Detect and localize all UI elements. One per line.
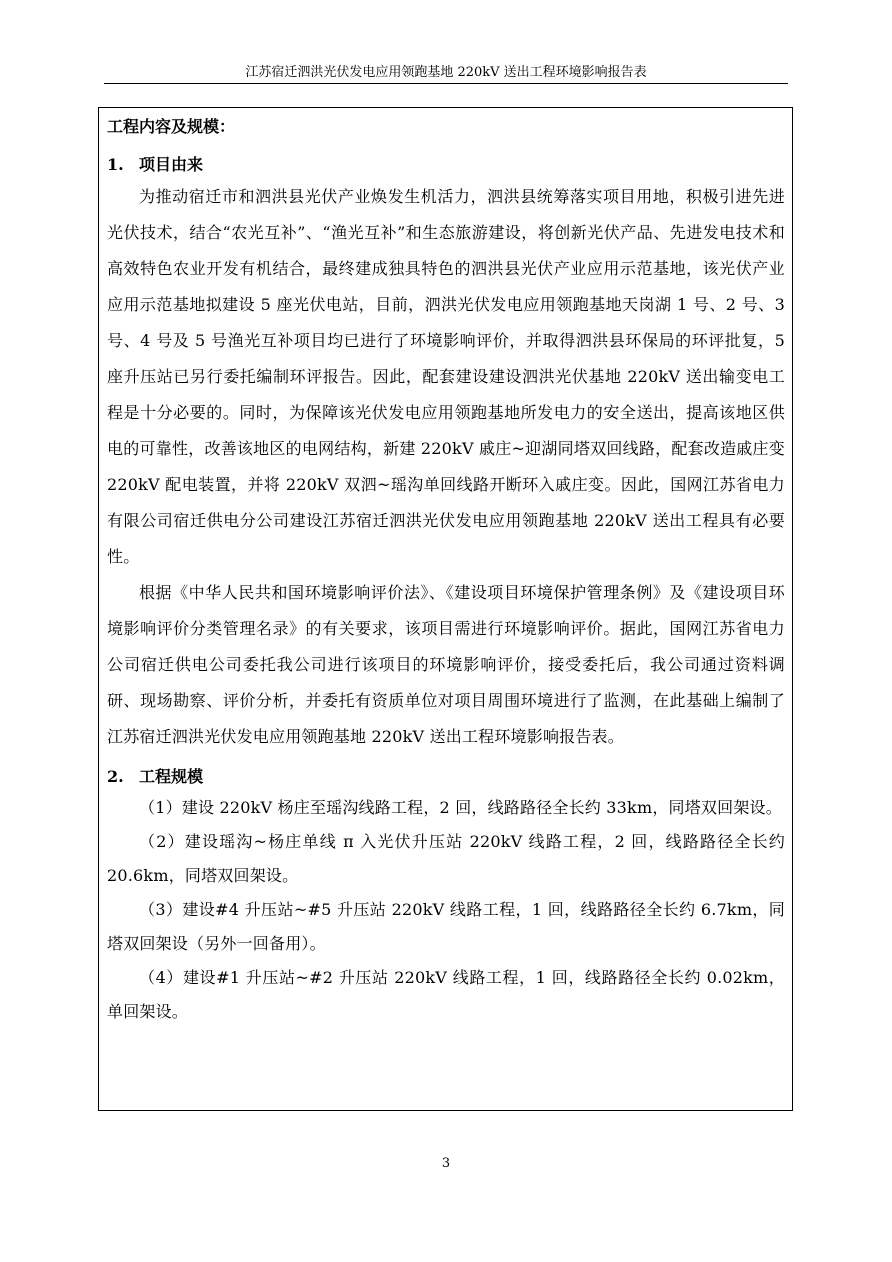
scale-item-4: （4）建设#1 升压站~#2 升压站 220kV 线路工程，1 回，线路路径全长约 0.02km，单回架设。 [107, 968, 785, 1021]
section-1-paragraph-2: 根据《中华人民共和国环境影响评价法》、《建设项目环境保护管理条例》及《建设项目环境影响评价分类管理名录》的有关要求，该项目需进行环境影响评价。据此，国网江苏省电力公司宿迁供电公司委托我公司进行该项目的环境影响评价，接受委托后，我公司通过资料调研、现场勘察、评价分析，并委托有资质单位对项目周围环境进行了监测，在此基础上编制了江苏宿迁泗洪光伏发电应用领跑基地 220kV 送出工程环境影响报告表。 [107, 583, 785, 746]
section-2-heading [107, 763, 785, 791]
scale-item-3: （3）建设#4 升压站~#5 升压站 220kV 线路工程，1 回，线路路径全长约 6.7km，同塔双回架设（另外一回备用）。 [107, 900, 785, 953]
content-heading: 工程内容及规模： [107, 117, 236, 136]
section-1-paragraph-1: 为推动宿迁市和泗洪县光伏产业焕发生机活力，泗洪县统筹落实项目用地，积极引进先进光伏技术，结合“农光互补”、“渔光互补”和生态旅游建设，将创新光伏产品、先进发电技术和高效特色农业开发有机结合，最终建成独具特色的泗洪县光伏产业应用示范基地，该光伏产业应用示范基地拟建设 5 座光伏电站，目前，泗洪光伏发电应用领跑基地天岗湖 1 号、2 号、3 号、4 号及 5 号渔光互补项目均已进行了环境影响评价，并取得泗洪县环保局的环评批复，5 座升压站已另行委托编制环评报告。因此，配套建设建设泗洪光伏基地 220kV 送出输变电工程是十分必要的。同时，为保障该光伏发电应用领跑基地所发电力的安全送出，提高该地区供电的可靠性，改善该地区的电网结构，新建 220kV 戚庄~迎湖同塔双回线路，配套改造戚庄变 220kV 配电装置，并将 220kV 双泗~瑶沟单回线路开断环入戚庄变。因此，国网江苏省电力有限公司宿迁供电分公司建设江苏宿迁泗洪光伏发电应用领跑基地 220kV 送出工程具有必要性。 [107, 187, 785, 566]
scale-item-2: （2）建设瑶沟~杨庄单线 π 入光伏升压站 220kV 线路工程，2 回，线路路径全长约 20.6km，同塔双回架设。 [107, 832, 785, 885]
section-2-title: 工程规模 [139, 767, 204, 786]
section-1-heading [107, 151, 785, 179]
content-box [98, 107, 793, 1111]
section-1-title: 项目由来 [139, 155, 204, 174]
section-1-number: 1. [107, 155, 124, 174]
section-2-number: 2. [107, 767, 124, 786]
scale-item-1: （1）建设 220kV 杨庄至瑶沟线路工程，2 回，线路路径全长约 33km，同塔双回架设。 [139, 798, 782, 817]
header-rule [104, 83, 788, 84]
page-number: 3 [441, 1156, 451, 1171]
page-header-title: 江苏宿迁泗洪光伏发电应用领跑基地 220kV 送出工程环境影响报告表 [245, 65, 647, 80]
